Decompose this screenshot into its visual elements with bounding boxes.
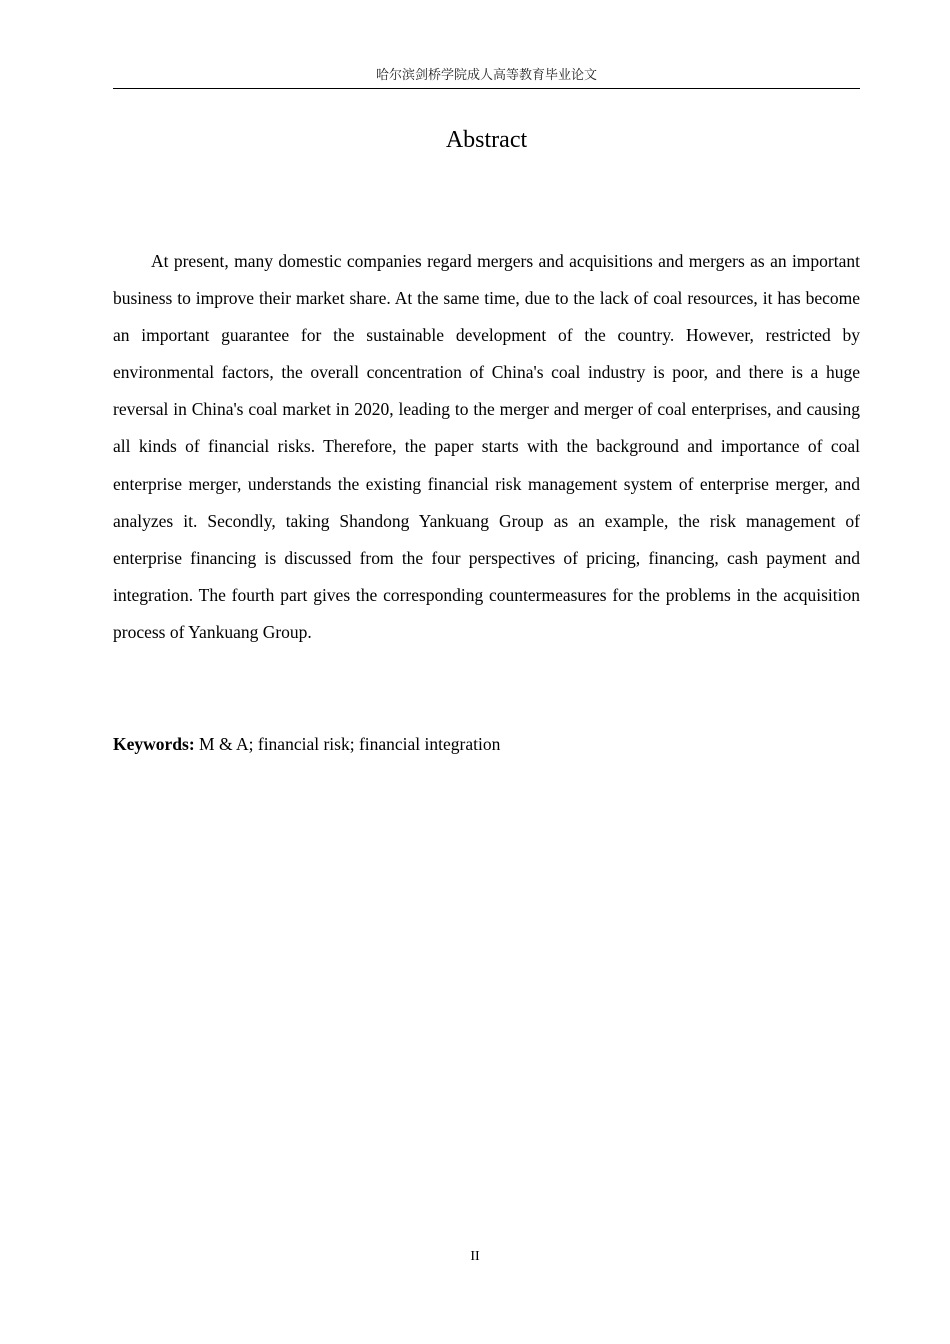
abstract-paragraph: At present, many domestic companies regard mergers and acquisitions and mergers as an important business to improve their market share. At the same time, due to the lack of coal resources, it has become an important guarantee for the sustainable development of the country. However, restricted by environmental factors, the overall concentration of China's coal industry is poor, and there is a huge reversal in China's coal market in 2020, leading to the merger and merger of coal enterprises, and causing all kinds of financial risks. Therefore, the paper starts with the background and importance of coal enterprise merger, understands the existing financial risk management system of enterprise merger, and analyzes it. Secondly, taking Shandong Yankuang Group as an example, the risk management of enterprise financing is discussed from the four perspectives of pricing, financing, cash payment and integration. The fourth part gives the corresponding countermeasures for the problems in the acquisition process of Yankuang Group. — [113, 251, 860, 642]
keywords-label: Keywords: — [113, 734, 195, 754]
keywords-line — [113, 730, 860, 758]
page-number: II — [470, 1249, 480, 1264]
page-title: Abstract — [445, 127, 528, 153]
keywords-value: M & A; financial risk; financial integration — [194, 734, 501, 754]
page-header: 哈尔滨剑桥学院成人高等教育毕业论文 — [113, 66, 860, 89]
